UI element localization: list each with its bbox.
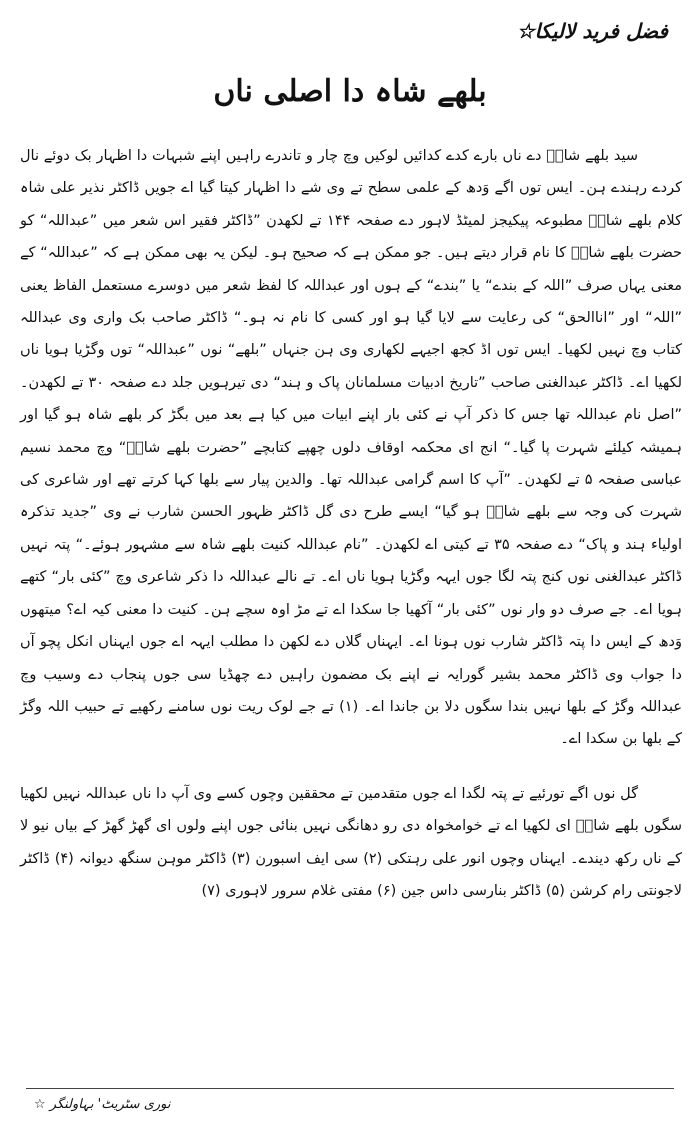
article-title: بلھے شاہ دا اصلی ناں xyxy=(213,74,487,109)
footer-address: نوری سٹریٹ' بہاولنگر ☆ xyxy=(34,1097,171,1112)
body-paragraph-1: سید بلھے شاہؒ دے ناں بارے کدے کدائیں لوکیں وچ چار و تاندرے راہیں اپنے شبہات دا اظہار بک دوئے نال کردے رہندے ہن۔ ایس توں اگے وَدھ کے علمی سطح تے وی شے دا اظہار کیتا گیا اے جویں ڈاکٹر نذیر علی شاہ کلام بلھے شاہؒ مطبوعہ پیکیجز لمیٹڈ لاہور دے صفحہ ۱۴۴ تے لکھدن ”ڈاکٹر فقیر اس شعر میں ”عبداللہ“ کو حضرت بلھے شاہؒ کا نام قرار دیتے ہیں۔ جو ممکن ہے کہ صحیح ہو۔ لیکن یہ بھی ممکن ہے کہ ”عبداللہ“ کے معنی یہاں صرف ”اللہ کے بندے“ یا ”بندے“ کے ہوں اور عبداللہ کا لفظ شعر میں دوسرے مستعمل الفاظ یعنی ”اللہ“ اور ”اناالحق“ کی رعایت سے لایا گیا ہو اور کسی کا نام نہ ہو۔“ ڈاکٹر صاحب بک واری وی عبداللہ کتاب وچ نہیں لکھیا۔ ایس توں اڈ کجھ اجیہے لکھاری وی ہن جنہاں ”بلھے“ نوں ”عبداللہ“ توں وگڑیا ہویا ناں لکھیا اے۔ ڈاکٹر عبدالغنی صاحب ”تاریخ ادبیات مسلمانان پاک و ہند“ دی تیرہویں جلد دے صفحہ ۳۰ تے لکھدن۔ ”اصل نام عبداللہ تھا جس کا ذکر آپ نے کئی بار اپنے ابیات میں کیا ہے بعد میں بگڑ کر بلھے شاہ ہو گیا اور ہمیشہ کیلئے شہرت پا گیا۔“ انج ای محکمہ اوقاف دلوں چھپے کتابچے ”حضرت بلھے شاہؒ“ وچ محمد نسیم عباسی صفحہ ۵ تے لکھدن۔ ”آپ کا اسم گرامی عبداللہ تھا۔ والدین پیار سے بلھا کہا کرتے تھے اور شاعری کی شہرت کی وجہ سے بلھے شاہؒ ہو گیا“ ایسے طرح دی گل ڈاکٹر ظہور الحسن شارب نے وی ”جدید تذکرہ اولیاء ہند و پاک“ دے صفحہ ۳۵ تے کیتی اے لکھدن۔ ”نام عبداللہ کنیت بلھے شاہ سے مشہور ہوئے۔“ پتہ نہیں ڈاکٹر عبدالغنی نوں کنج پتہ لگا جوں ایہہ وگڑیا ہویا ناں اے۔ تے نالے عبداللہ دا ذکر شاعری وچ ”کئی بار“ کتھے ہویا اے۔ جے صرف دو وار نوں ”کئی بار“ آکھیا جا سکدا اے تے مڑ اوہ سچے ہن۔ کنیت دا معنی کیہ اے؟ میتھوں وَدھ کے ایس دا پتہ ڈاکٹر شارب نوں ہونا اے۔ ایہناں گلاں دے لکھن دا مطلب ایہہ اے جوں ایہناں انکل پچو آں دا جواب وی ڈاکٹر محمد بشیر گورایہ نے اپنے بک مضمون راہیں دے چھڈیا سی جوں پنجاب دے وسیب وچ عبداللہ وگڑ کے بلھا نہیں بندا سگوں دلا بن جاندا اے۔ (۱) تے جے لوک ریت نوں سامنے رکھیے تے حبیب اللہ وگڑ کے بلھا بن سکدا اے۔ xyxy=(20,148,683,748)
body-paragraph-2: گل نوں اگے تورئیے تے پتہ لگدا اے جوں متقدمین تے محققین وچوں کسے وی آپ دا ناں عبداللہ نہیں لکھیا سگوں بلھے شاہؒ ای لکھیا اے تے خوامخواہ دی رو دھانگی نہیں بنائی جوں اپنے ولوں ای گھڑ گھڑ کے بیاں نیو لا کے ناں رکھ دیندے۔ ایہناں وچوں انور علی رہتکی (۲) سی ایف اسبورن (۳) ڈاکٹر موہن سنگھ دیوانہ (۴) ڈاکٹر لاجونتی رام کرشن (۵) ڈاکٹر بنارسی داس جین (۶) مفتی غلام سرور لاہوری (۷) xyxy=(20,785,683,899)
footer-divider xyxy=(26,1088,674,1089)
author-header: فضل فرید لالیکا☆ xyxy=(516,19,668,43)
article-body xyxy=(20,140,682,907)
